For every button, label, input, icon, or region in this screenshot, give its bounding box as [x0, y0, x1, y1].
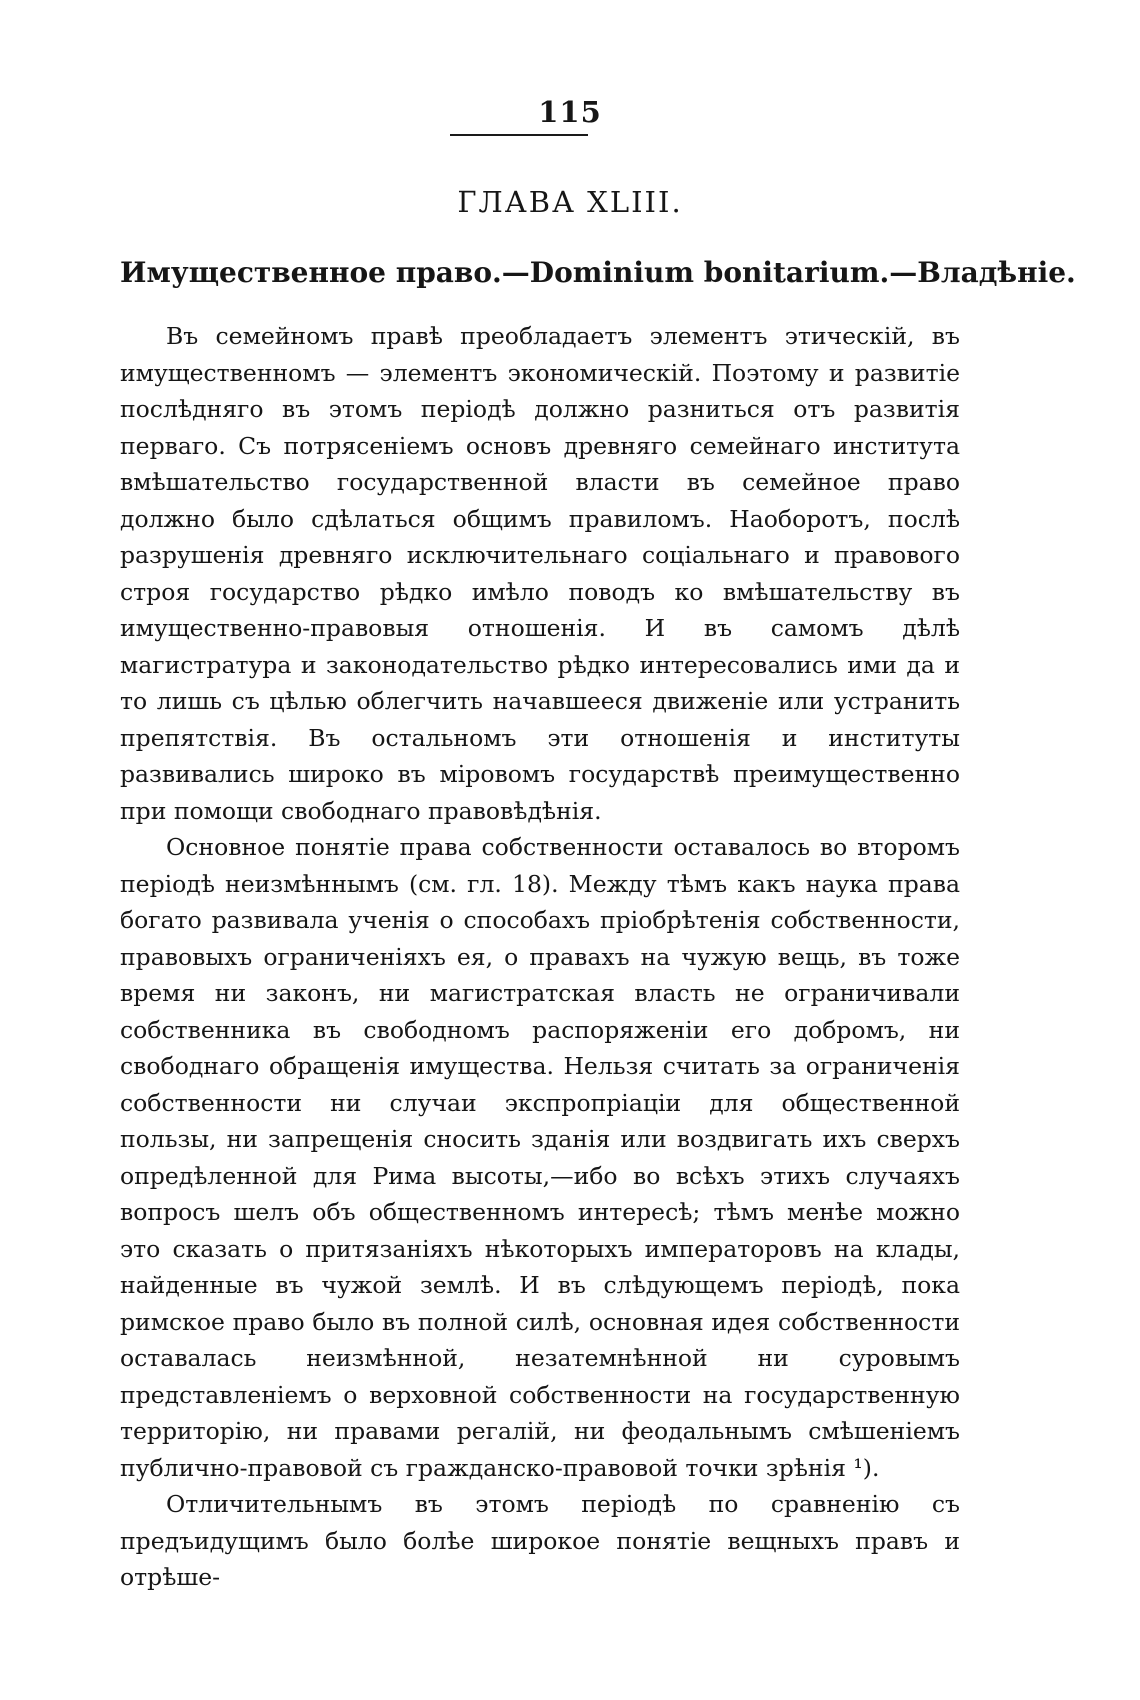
page-number: 115 [538, 95, 602, 129]
page-number-underline [450, 134, 588, 136]
paragraph-2: Основное понятіе права собственности оставалось во второмъ періодѣ неизмѣннымъ (см. гл. 18). Между тѣмъ какъ наука права богато развивала ученія о способахъ пріобрѣтенія собственности, правовыхъ ограниченіяхъ ея, о правахъ на чужую вещь, въ тоже время ни законъ, ни магистратская власть не ограничивали собственника въ свободномъ распоряженіи его добромъ, ни свободнаго обращенія имущества. Нельзя считать за ограниченія собственности ни случаи экспропріаціи для общественной пользы, ни запрещенія сносить зданія или воздвигать ихъ сверхъ опредѣленной для Рима высоты,—ибо во всѣхъ этихъ случаяхъ вопросъ шелъ объ общественномъ интересѣ; тѣмъ менѣе можно это сказать о притязаніяхъ нѣкоторыхъ императоровъ на клады, найденные въ чужой землѣ. И въ слѣдующемъ періодѣ, пока римское право было въ полной силѣ, основная идея собственности оставалась неизмѣнной, незатемнѣнной ни суровымъ представленіемъ о верховной собственности на государственную территорію, ни правами регалій, ни феодальнымъ смѣшеніемъ публично-правовой съ гражданско-правовой точки зрѣнія ¹). [120, 833, 960, 1482]
paragraph-3: Отличительнымъ въ этомъ періодѣ по сравненію съ предъидущимъ было болѣе широкое понятіе вещныхъ правъ и отрѣше- [120, 1490, 960, 1591]
chapter-subtitle: Имущественное право.—Dominium bonitarium.—Владѣніе. [120, 256, 1076, 289]
page-number-container [0, 95, 1140, 129]
body-text [120, 318, 960, 1596]
chapter-title: ГЛАВА XLIII. [457, 185, 683, 219]
paragraph-1: Въ семейномъ правѣ преобладаетъ элементъ этическій, въ имущественномъ — элементъ экономическій. Поэтому и развитіе послѣдняго въ этомъ періодѣ должно разниться отъ развитія перваго. Съ потрясеніемъ основъ древняго семейнаго института вмѣшательство государственной власти въ семейное право должно было сдѣлаться общимъ правиломъ. Наоборотъ, послѣ разрушенія древняго исключительнаго соціальнаго и правового строя государство рѣдко имѣло поводъ ко вмѣшательству въ имущественно-правовыя отношенія. И въ самомъ дѣлѣ магистратура и законодательство рѣдко интересовались ими да и то лишь съ цѣлью облегчить начавшееся движеніе или устранить препятствія. Въ остальномъ эти отношенія и институты развивались широко въ міровомъ государствѣ преимущественно при помощи свободнаго правовѣдѣнія. [120, 322, 960, 825]
